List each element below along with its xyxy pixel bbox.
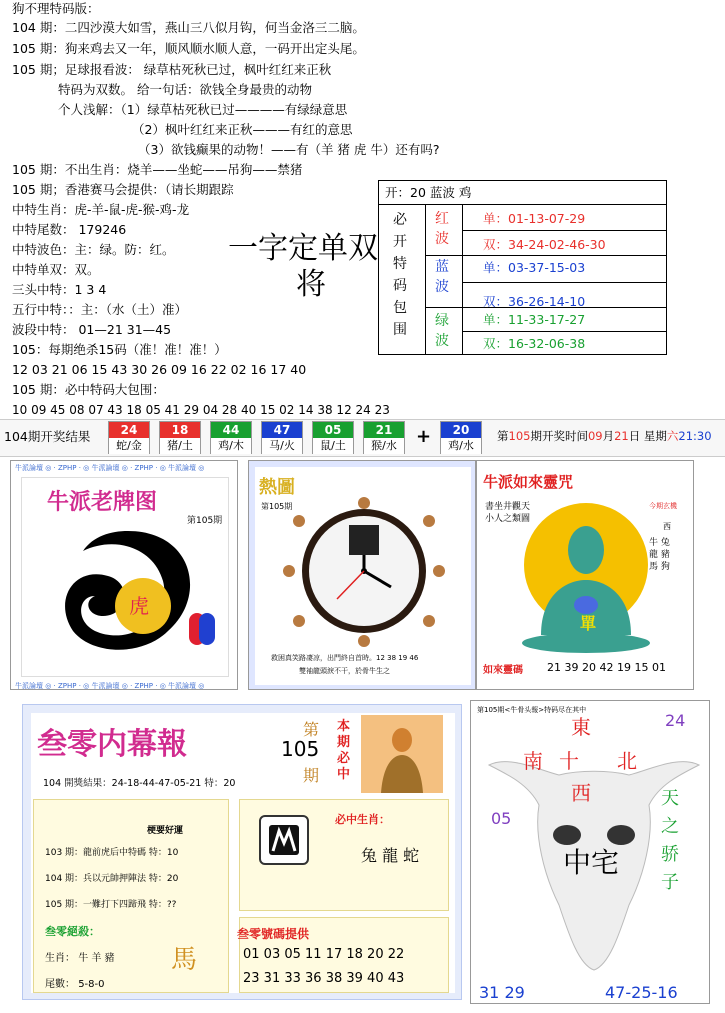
ball-number: 20 <box>441 422 481 438</box>
green-single-nums: 11-33-17-27 <box>508 312 586 327</box>
panel-title: 牛派如來靈咒 <box>483 473 574 491</box>
slogan: 一字定单双 <box>228 231 378 266</box>
red-single-nums: 01-13-07-29 <box>508 211 586 226</box>
ball-sign: 鸡/水 <box>441 438 481 454</box>
wave-name-green <box>435 311 449 351</box>
draw-time: 21:30 <box>678 429 712 443</box>
ball-sign: 蛇/金 <box>109 438 149 454</box>
result-ball <box>108 421 150 454</box>
logo-box <box>259 815 309 865</box>
must-zodiacs: 兔 龍 蛇 <box>361 846 420 865</box>
panel-title: 熱圖 <box>259 477 295 498</box>
north-label: 東 <box>571 715 591 739</box>
divider <box>462 282 667 283</box>
vertical-char: 围 <box>393 322 407 338</box>
ball-number: 18 <box>160 422 200 438</box>
ball-number: 05 <box>313 422 353 438</box>
wave-char: 红 <box>435 211 449 227</box>
tip-line: 104 期：兵以元帥押陣法 特：20 <box>45 874 179 884</box>
ball-number: 21 <box>364 422 404 438</box>
tips-title: 梗要好運 <box>147 826 184 836</box>
ball-number: 24 <box>109 422 149 438</box>
text-line: 波段中特： 01—21 31—45 <box>12 322 172 337</box>
double-label: 双： <box>483 294 509 309</box>
panel-buddha <box>476 460 694 690</box>
result-ball <box>210 421 252 454</box>
yin-yang-swirl-icon <box>33 521 223 671</box>
vertical-label <box>391 209 409 341</box>
ball-sign: 鸡/木 <box>211 438 251 454</box>
text-line: 特码为双数。 给一句话：欲钱全身最贵的动物 <box>58 82 312 97</box>
panel-ox-skull <box>470 700 710 1004</box>
kill-tail-values: 5-8-0 <box>78 979 105 990</box>
next-day: 21 <box>614 429 629 443</box>
vertical-char: 开 <box>393 234 407 250</box>
vertical-char: 特 <box>393 256 407 272</box>
divider <box>425 255 667 256</box>
next-prefix: 第 <box>497 429 509 443</box>
red-single <box>483 209 585 229</box>
divider <box>462 331 667 332</box>
wave-char: 绿 <box>435 313 449 329</box>
svg-text:虎: 虎 <box>129 594 149 618</box>
right-label: 今期玄機 <box>649 502 677 510</box>
wave-name-red <box>435 209 449 249</box>
red-double <box>483 235 606 255</box>
text-line: 105：每期绝杀15码（准！准！准！） <box>12 342 227 357</box>
wave-char: 蓝 <box>435 259 449 275</box>
goddess-image <box>361 715 443 793</box>
tip-line: 105 期：一難打下四蹄飛 特：?? <box>45 900 177 910</box>
vertical-char: 必 <box>393 212 407 228</box>
double-label: 双： <box>483 336 509 351</box>
text-line: 105 期；香港赛马会提供：（请长期跟踪 <box>12 182 234 197</box>
kill-zodiac-values: 牛 羊 豬 <box>78 953 115 964</box>
red-double-nums: 34-24-02-46-30 <box>508 237 606 252</box>
next-month: 09 <box>587 429 603 443</box>
text-line: 三头中特：1 3 4 <box>12 282 107 297</box>
must-label: 必中生肖： <box>335 813 390 826</box>
bottom-right-nums: 47-25-16 <box>605 983 678 1002</box>
panel-title: 叁零内幕報 <box>37 727 187 762</box>
text-line: 中特生肖：虎-羊-鼠-虎-猴-鸡-龙 <box>12 202 190 217</box>
panel-header: 第105期<牛骨头報>特码尽在其中 <box>477 706 587 714</box>
numbers-title: 叁零號碼提供 <box>237 927 310 941</box>
ball-sign: 猪/土 <box>160 438 200 454</box>
text-line: 五行中特：：主：（水（土）准） <box>12 302 188 317</box>
poem: 書坐井觀天小人之類圖 <box>485 502 531 524</box>
text-line: 105 期：不出生肖：烧羊——坐蛇——吊狗——禁猪 <box>12 162 303 177</box>
weekday: 六 <box>666 429 679 443</box>
right-text <box>661 785 681 897</box>
kill-zodiac <box>45 949 115 964</box>
wave-char: 波 <box>435 333 449 349</box>
single-label: 单： <box>483 211 509 226</box>
right-char: 骄 <box>661 844 679 865</box>
period-number: 105 <box>281 737 320 761</box>
result-ball <box>312 421 354 454</box>
south-label: 南 <box>523 749 543 773</box>
watermark: 牛派論壇 ◎ · ZPHP · ◎ 牛派論壇 ◎ · ZPHP · ◎ 牛派論壇 ◎ <box>15 682 205 690</box>
blue-double-nums: 36-26-14-10 <box>508 294 586 309</box>
bottom-label: 如來靈碼 <box>483 665 523 676</box>
kill-tail-label: 尾數： <box>45 979 75 990</box>
result-ball <box>363 421 405 454</box>
text-line: 10 09 45 08 07 43 18 05 41 29 04 28 40 15 02 14 38 12 24 23 <box>12 403 390 417</box>
text-line: 104 期：二四沙漠大如雪，燕山三八似月钩，何当金洛三二脑。 <box>12 20 365 35</box>
text-line: （3）欲钱癫果的动物！——有（羊 猪 虎 牛）还有吗? <box>138 142 440 157</box>
watermark: 牛派論壇 ◎ · ZPHP · ◎ 牛派論壇 ◎ · ZPHP · ◎ 牛派論壇 ◎ <box>15 464 205 472</box>
wave-char: 波 <box>435 231 449 247</box>
special-ball <box>440 421 482 454</box>
text-line: 个人浅解：（1）绿草枯死秋已过————有绿绿意思 <box>58 102 348 117</box>
right-char: 天 <box>661 788 679 809</box>
period-suffix: 期 <box>303 766 320 785</box>
panel-title: 牛派老牌图 <box>47 489 158 515</box>
caption: 雙袖龍頭淚不干，於骨牛生之 <box>299 667 390 675</box>
color-wave-table <box>378 180 667 355</box>
month-unit: 月 <box>602 429 615 443</box>
ball-sign: 猴/水 <box>364 438 404 454</box>
center-cross: 十 <box>559 749 579 773</box>
text-line: 中特单双：双。 <box>12 262 100 277</box>
table-head: 开：20 蓝波 鸡 <box>379 181 666 205</box>
ball-number: 47 <box>262 422 302 438</box>
slogan: 将 <box>296 267 326 302</box>
horse-glyph: 馬 <box>171 945 198 975</box>
vertical-char: 包 <box>393 300 407 316</box>
bottom-nums: 21 39 20 42 19 15 01 <box>547 661 666 674</box>
panel-sanling <box>22 704 462 1000</box>
skull-text: 中宅 <box>563 846 620 879</box>
blue-single <box>483 258 585 278</box>
wave-name-blue <box>435 257 449 297</box>
caption: 救困真笑路凄凉，出門終自首時。12 38 19 46 <box>271 654 419 662</box>
ball-sign: 鼠/土 <box>313 438 353 454</box>
next-period: 105 <box>508 429 531 443</box>
next-draw-info <box>497 428 712 444</box>
double-label: 双： <box>483 237 509 252</box>
panel-niupai-old <box>10 460 238 690</box>
panel-period: 第105期 <box>187 516 223 526</box>
single-label: 单： <box>483 260 509 275</box>
text-line: 105 期；足球报看波： 绿草枯死秋已过，枫叶红红来正秋 <box>12 62 332 77</box>
numbers-row: 01 03 05 11 17 18 20 22 <box>243 947 405 962</box>
left-num: 05 <box>491 809 512 828</box>
result-ball <box>159 421 201 454</box>
green-double <box>483 334 585 354</box>
corner-num: 24 <box>665 711 686 730</box>
plus-sign: + <box>416 426 432 447</box>
right-char: 之 <box>661 816 679 837</box>
side-text: 西 <box>663 522 671 531</box>
panel-period: 第105期 <box>261 502 293 511</box>
period-prefix: 第 <box>303 720 320 739</box>
west-label: 西 <box>571 781 591 805</box>
vertical-char: 码 <box>393 278 407 294</box>
wave-char: 波 <box>435 279 449 295</box>
panel-hot-clock <box>248 460 476 690</box>
kill-zodiac-label: 生肖： <box>45 953 75 964</box>
text-line: 12 03 21 06 15 43 30 26 09 16 22 02 16 17 40 <box>12 362 307 377</box>
zodiacs: 牛 兔 龍 豬 馬 狗 <box>649 538 670 572</box>
ball-sign: 马/火 <box>262 438 302 454</box>
green-single <box>483 310 585 330</box>
divider <box>425 205 426 355</box>
next-mid: 期开奖时间 <box>530 429 588 443</box>
numbers-row: 23 31 33 36 38 39 40 43 <box>243 971 405 986</box>
text-line: 中特尾数： 179246 <box>12 222 127 237</box>
kill-tail <box>45 975 105 990</box>
bottom-left-nums: 31 29 <box>479 983 525 1002</box>
single-label: 单： <box>483 312 509 327</box>
north-right-label: 北 <box>617 749 637 773</box>
result-ball <box>261 421 303 454</box>
results-label: 104期开奖结果 <box>4 429 91 444</box>
day-unit: 日 星期 <box>628 429 667 443</box>
right-char: 子 <box>661 872 679 893</box>
side-label: 本期必中 <box>337 719 351 782</box>
page-title: 狗不理特码版： <box>12 1 100 16</box>
section-title: 叁零絕殺： <box>45 925 100 938</box>
text-line: （2）枫叶红红来正秋———有红的意思 <box>132 122 353 137</box>
divider <box>462 205 463 355</box>
text-line: 105 期：狗来鸡去又一年，顺风顺水顺人意，一码开出定头尾。 <box>12 41 365 56</box>
blue-single-nums: 03-37-15-03 <box>508 260 586 275</box>
text-line: 105 期：必中特码大包围： <box>12 382 165 397</box>
blue-double <box>483 292 585 312</box>
green-double-nums: 16-32-06-38 <box>508 336 586 351</box>
tip-line: 103 期：龍前虎后中特碼 特：10 <box>45 848 179 858</box>
zodiac-clock-icon <box>279 491 449 651</box>
text-line: 中特波色：主：绿。防：红。 <box>12 242 175 257</box>
ball-number: 44 <box>211 422 251 438</box>
center-glyph: 單 <box>580 614 597 633</box>
result-line: 104 開獎結果：24-18-44-47-05-21 特：20 <box>43 778 236 789</box>
divider <box>462 230 667 231</box>
